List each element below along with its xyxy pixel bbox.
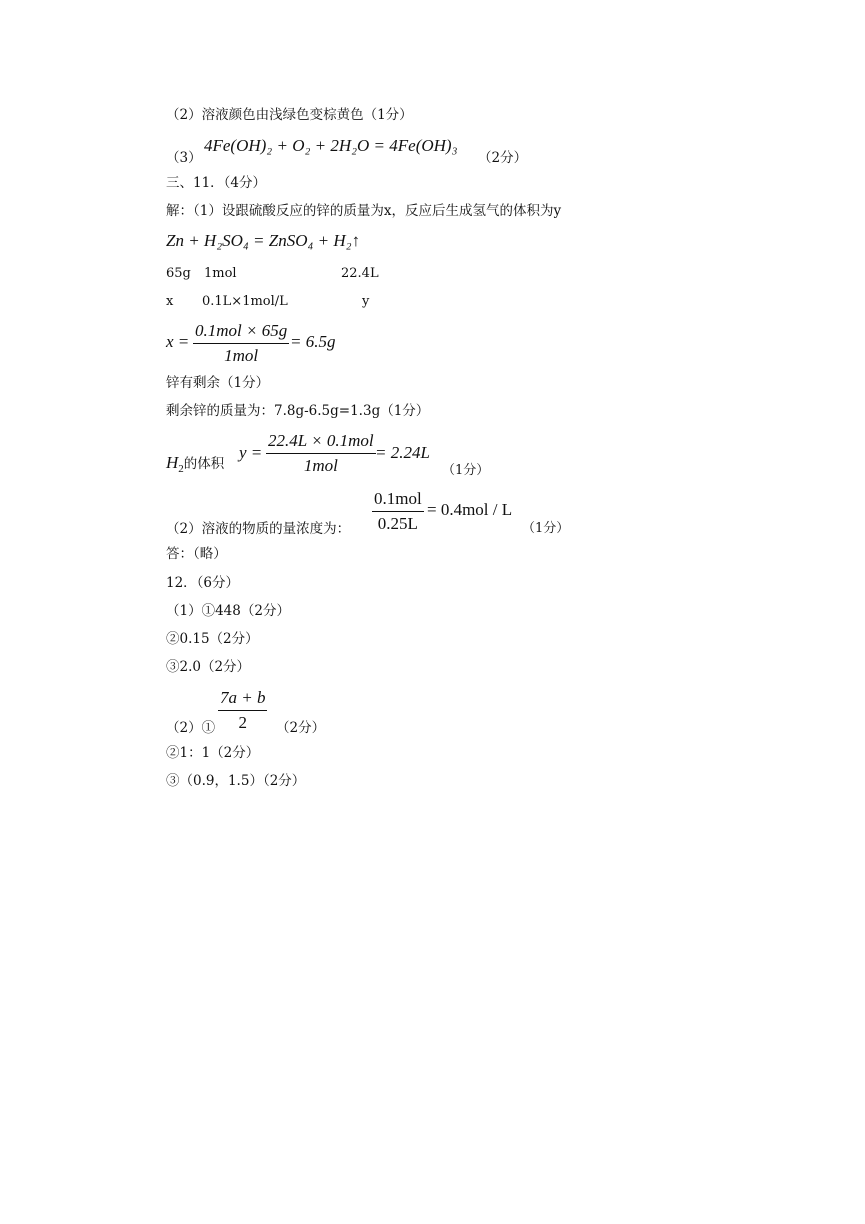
q12-heading: 12．（6分） xyxy=(166,575,240,591)
row1-mass: 65g xyxy=(166,266,191,281)
y-denominator: 1mol xyxy=(303,456,338,475)
q3-prefix: （3） xyxy=(166,150,202,166)
solution-intro: 解：（1）设跟硫酸反应的锌的质量为x，反应后生成氢气的体积为y xyxy=(166,203,562,219)
q12-1-1: （1）①448（2分） xyxy=(166,603,290,619)
row1-volume: 22.4L xyxy=(341,266,379,281)
concentration-denominator: 0.25L xyxy=(377,514,418,533)
x-formula-rhs: = 6.5g xyxy=(290,332,336,351)
q12-2-denominator: 2 xyxy=(238,713,247,732)
volume-text: 的体积 xyxy=(183,456,225,472)
zinc-excess: 锌有剩余（1分） xyxy=(166,375,270,391)
q12-2-2: ②1：1（2分） xyxy=(166,745,260,761)
y-formula-fraction xyxy=(266,431,376,476)
concentration-numerator: 0.1mol xyxy=(372,489,424,512)
q12-2-score: （2分） xyxy=(276,720,326,736)
q12-1-2: ②0.15（2分） xyxy=(166,631,259,647)
x-formula-lhs: x = xyxy=(166,332,190,351)
h2-volume-label xyxy=(166,452,224,475)
h2-symbol: H xyxy=(166,453,179,472)
row2-x: x xyxy=(166,294,174,309)
y-formula-lhs: y = xyxy=(239,443,263,462)
q3-equation: 4Fe(OH)₂ + O₂ + 2H₂O = 4Fe(OH)₃ xyxy=(204,136,458,155)
concentration-fraction xyxy=(372,489,424,534)
y-numerator: 22.4L × 0.1mol xyxy=(266,431,376,454)
x-numerator: 0.1mol × 65g xyxy=(193,321,289,344)
q2-color-change: （2）溶液颜色由浅绿色变棕黄色（1分） xyxy=(166,107,413,123)
row2-amount: 0.1L×1mol/L xyxy=(202,294,288,309)
concentration-label: （2）溶液的物质的量浓度为： xyxy=(166,521,351,537)
h2-subscript: 2 xyxy=(178,463,184,475)
q3-score: （2分） xyxy=(478,150,528,166)
zinc-remaining-mass: 剩余锌的质量为：7.8g-6.5g=1.3g（1分） xyxy=(166,403,430,419)
x-formula-fraction xyxy=(193,321,289,366)
q12-2-3: ③（0.9，1.5）（2分） xyxy=(166,773,306,789)
section-3-heading: 三、11．（4分） xyxy=(166,175,267,191)
row2-y: y xyxy=(362,294,370,309)
reaction-equation: Zn + H₂SO₄ = ZnSO₄ + H₂↑ xyxy=(166,231,361,250)
q12-1-3: ③2.0（2分） xyxy=(166,659,251,675)
answer: 答：（略） xyxy=(166,546,227,562)
q12-2-prefix: （2）① xyxy=(166,720,216,736)
row1-mol: 1mol xyxy=(204,266,237,281)
q12-2-numerator: 7a + b xyxy=(218,688,267,711)
concentration-score: （1分） xyxy=(522,521,570,536)
concentration-rhs: = 0.4mol / L xyxy=(427,500,513,519)
q12-2-fraction xyxy=(218,688,267,733)
x-denominator: 1mol xyxy=(224,346,259,365)
y-formula-rhs: = 2.24L xyxy=(375,443,430,462)
y-score: （1分） xyxy=(442,463,490,478)
